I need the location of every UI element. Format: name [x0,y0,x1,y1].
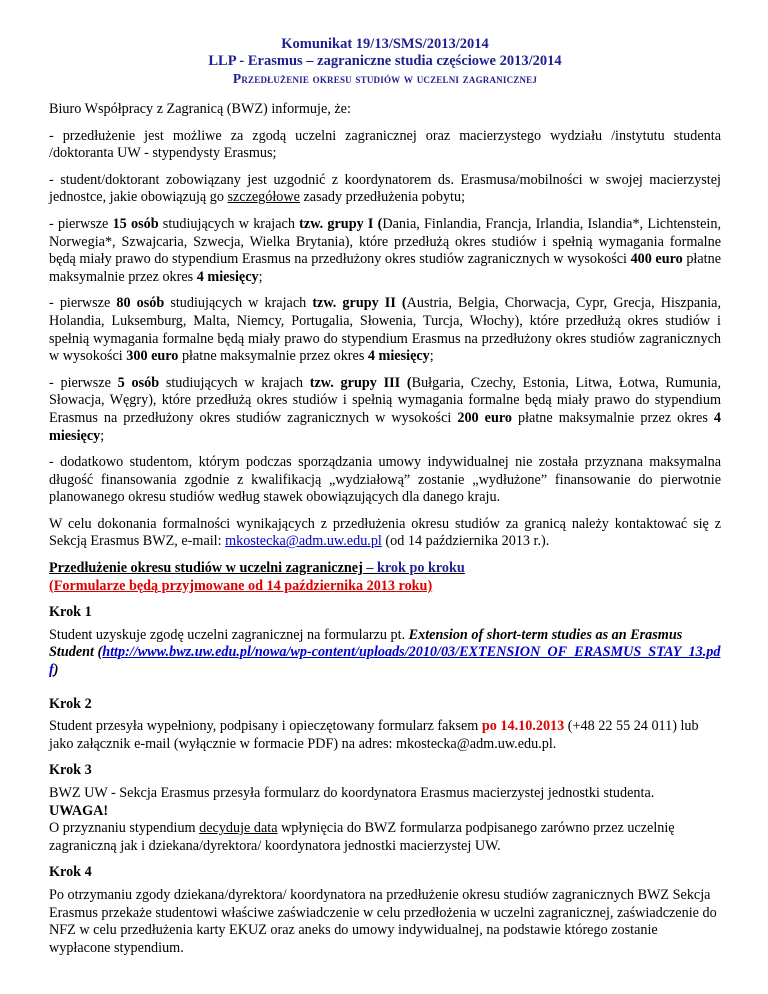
intro-text: Biuro Współpracy z Zagranicą (BWZ) informuje, że: [49,101,351,117]
document-subject: Przedłużenie okresu studiów w uczelni zagranicznej [232,71,538,86]
document-page [49,36,721,957]
step-2-text: Student przesyła wypełniony, podpisany i opieczętowany formularz faksem po 14.10.2013 (+48 22 55 24 011) lub jako załącznik e-mail (wyłącznie w formacie PDF) na adres: mkostecka@adm.uw.edu.pl. [49,718,699,752]
paragraph-coordinator: - student/doktorant zobowiązany jest uzgodnić z koordynatorem ds. Erasmusa/mobilności w swojej macierzystej jednostce, jakie obowiązują go szczegółowe zasady przedłużenia pobytu; [49,171,721,206]
paragraph-group-1: - pierwsze 15 osób studiujących w krajach tzw. grupy I (Dania, Finlandia, Francja, Irlandia, Islandia*, Lichtenstein, Norwegia*, Szwajcaria, Szwecja, Wielka Brytania), które przedłużą okres studiów i spełnią wymagania formalne będą miały prawo do stypendium Erasmus na przedłużony okres studiów zagranicznych w wysokości 400 euro płatne maksymalnie przez okres 4 miesięcy; [49,215,721,285]
step-4-text: Po otrzymaniu zgody dziekana/dyrektora/ koordynatora na przedłużenie okresu studiów zagranicznych BWZ Sekcja Erasmus przekaże studentowi właściwe zaświadczenie w celu przedłożenia w uczelni zagranicznej, zaświadczenie do NFZ w celu przedłużenia karty EKUZ oraz aneks do umowy indywidualnej, na podstawie którego zostanie wypłacone stypendium. [49,886,717,956]
forms-accepted-note: (Formularze będą przyjmowane od 14 października 2013 roku) [49,577,433,594]
program-title: LLP - Erasmus – zagraniczne studia częściowe 2013/2014 [208,53,562,69]
paragraph-consent: - przedłużenie jest możliwe za zgodą uczelni zagranicznej oraz macierzystego wydziału /instytutu studenta /doktoranta UW - stypendysty Erasmus; [49,127,721,162]
steps-section-title: Przedłużenie okresu studiów w uczelni zagranicznej – krok po kroku (Formularze będą przyjmowane od 14 października 2013 roku) [49,560,465,594]
paragraph-group-3: - pierwsze 5 osób studiujących w krajach tzw. grupy III (Bułgaria, Czechy, Estonia, Litwa, Łotwa, Rumunia, Słowacja, Węgry), które przedłużą okres studiów i spełnią wymagania formalne będą miały prawo do stypendium Erasmus na przedłużony okres studiów zagranicznych w wysokości 200 euro płatne maksymalnie przez okres 4 miesięcy; [49,374,721,444]
step-3-title: Krok 3 [49,762,92,779]
step-1-title: Krok 1 [49,604,92,621]
paragraph-contact: W celu dokonania formalności wynikających z przedłużenia okresu studiów za granicą należy kontaktować się z Sekcją Erasmus BWZ, e-mail: mkostecka@adm.uw.edu.pl (od 14 października 2013 r.). [49,515,721,550]
step-3-text: BWZ UW - Sekcja Erasmus przesyła formularz do koordynatora Erasmus macierzystej jednostki studenta. UWAGA! O przyznaniu stypendium decyduje data wpłynięcia do BWZ formularza podpisanego zarówno przez uczelnię zagraniczną jak i dziekana/dyrektora/ koordynatora jednostki macierzystej UW. [49,785,675,854]
step-1-text: Student uzyskuje zgodę uczelni zagranicznej na formularzu pt. Extension of short-term studies as an Erasmus Student (http://www.bwz.uw.edu.pl/nowa/wp-content/uploads/2010/03/EXTENSION_OF_ERASMUS_STAY_13.pdf) [49,626,721,679]
extension-form-link[interactable]: http://www.bwz.uw.edu.pl/nowa/wp-content/uploads/2010/03/EXTENSION_OF_ERASMUS_STAY_13.pdf [49,644,721,679]
announcement-number: Komunikat 19/13/SMS/2013/2014 [281,36,489,52]
step-4-title: Krok 4 [49,864,92,881]
warning-label: UWAGA! [49,802,109,819]
contact-email-link[interactable]: mkostecka@adm.uw.edu.pl [225,533,382,550]
paragraph-additional-funding: - dodatkowo studentom, którym podczas sporządzania umowy indywidualnej nie została przyznana maksymalna długość finansowania zgodnie z kwalifikacją „wydziałową” zostanie „wydłużone” finansowanie do pierwotnie planowanego okresu studiów według stawek obowiązujących dla danego kraju. [49,454,721,506]
paragraph-group-2: - pierwsze 80 osób studiujących w krajach tzw. grupy II (Austria, Belgia, Chorwacja, Cypr, Grecja, Hiszpania, Holandia, Luksemburg, Malta, Niemcy, Portugalia, Słowenia, Turcja, Włochy), które przedłużą okres studiów i spełnią wymagania formalne będą miały prawo do stypendium Erasmus na przedłużony okres studiów zagranicznych w wysokości 300 euro płatne maksymalnie przez okres 4 miesięcy; [49,295,721,365]
document-header [49,36,721,87]
step-2-title: Krok 2 [49,695,92,712]
